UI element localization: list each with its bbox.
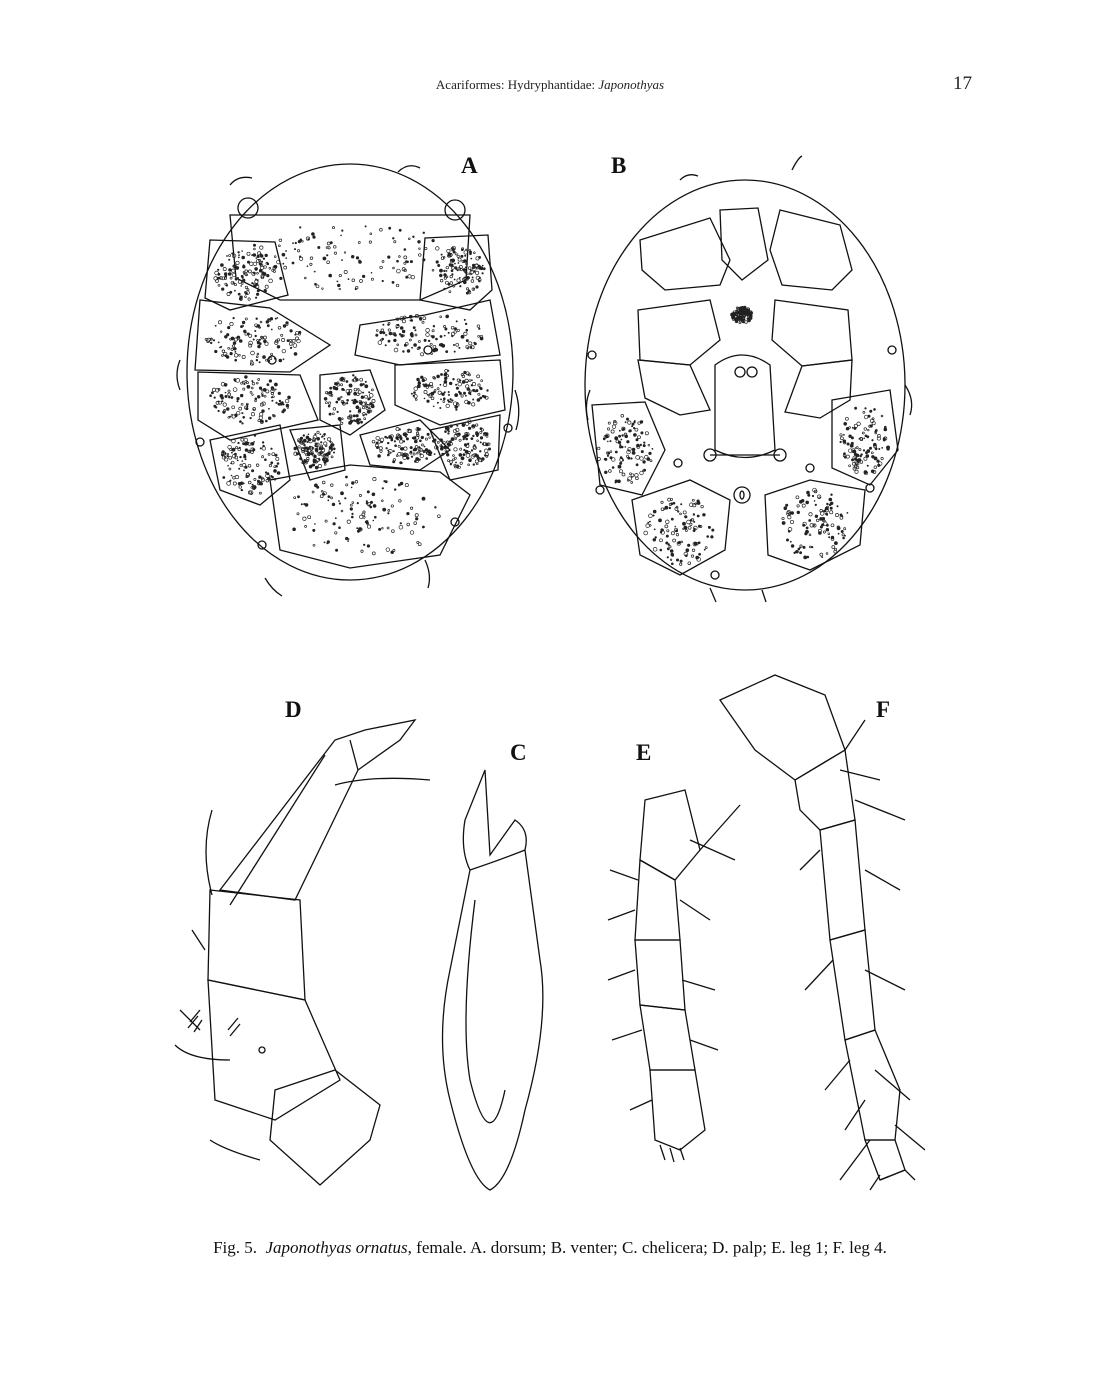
caption-fig-number: Fig. 5.: [213, 1238, 258, 1257]
page-number: 17: [953, 73, 972, 94]
panel-label-f: F: [876, 697, 891, 722]
panel-label-e: E: [636, 740, 652, 765]
caption-species: Japonothyas ornatus: [265, 1238, 408, 1257]
figure-a-dorsum: [170, 150, 530, 600]
figure-f-leg-4: [715, 670, 945, 1195]
figure-c-chelicera: [430, 760, 555, 1200]
figure-caption: [0, 1238, 1100, 1258]
panel-label-c: C: [510, 740, 527, 765]
running-head-prefix: Acariformes: Hydryphantidae:: [435, 77, 599, 92]
running-head-genus: Japonothyas: [598, 77, 665, 92]
figure-b-venter: [570, 150, 920, 605]
running-head: [0, 77, 1100, 93]
panel-label-a: A: [461, 153, 478, 178]
caption-rest: , female. A. dorsum; B. venter; C. chelicera; D. palp; E. leg 1; F. leg 4.: [407, 1238, 887, 1257]
figure-d-palp: [170, 710, 435, 1195]
panel-label-b: B: [611, 153, 627, 178]
panel-label-d: D: [285, 697, 302, 722]
